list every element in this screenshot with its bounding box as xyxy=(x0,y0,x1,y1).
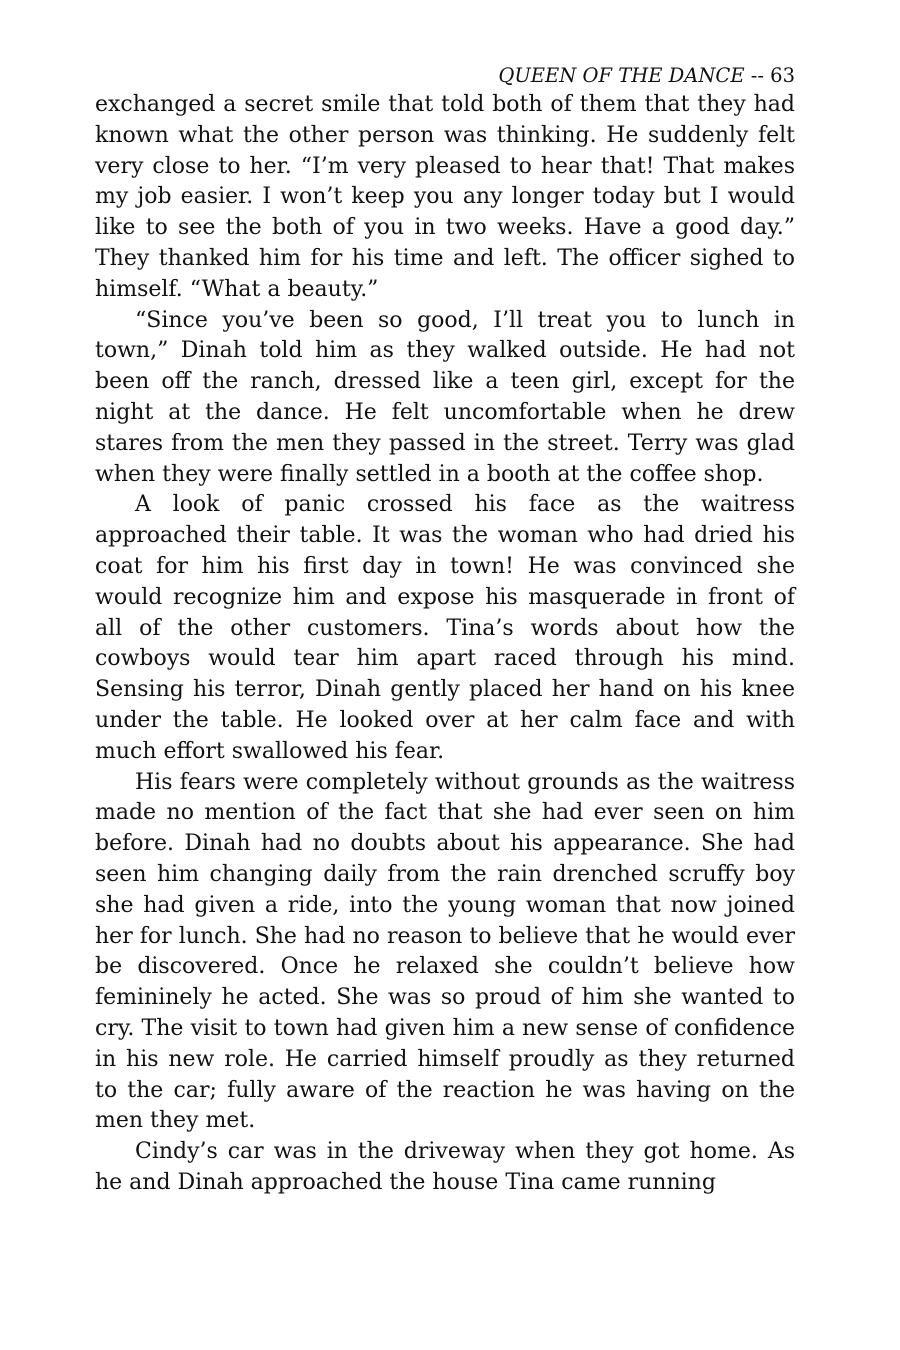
paragraph-continued: exchanged a secret smile that told both of them that they had known what the other person was thinking. He suddenly felt very close to her. “I’m very pleased to hear that! That makes my job easier. I won’t keep you any longer today but I would like to see the both of you in two weeks. Have a good day.” They thanked him for his time and left. The officer sighed to himself. “What a beauty.” xyxy=(95,92,795,302)
running-head xyxy=(95,62,795,90)
book-page xyxy=(95,62,795,1199)
body-text xyxy=(95,90,795,1199)
paragraph-arrival-home: Cindy’s car was in the driveway when they got home. As he and Dinah approached the house Tina came running xyxy=(95,1139,795,1195)
page-number: 63 xyxy=(770,64,795,87)
paragraph-waitress-panic: A look of panic crossed his face as the waitress approached their table. It was the woman who had dried his coat for him his first day in town! He was convinced she would recognize him and expose his masquerade in front of all of the other customers. Tina’s words about how the cowboys would tear him apart raced through his mind. Sensing his terror, Dinah gently placed her hand on his knee under the table. He looked over at her calm face and with much effort swallowed his fear. xyxy=(95,492,795,764)
paragraph-fears-groundless: His fears were completely without grounds as the waitress made no mention of the fact that she had ever seen on him before. Dinah had no doubts about his appearance. She had seen him changing daily from the rain drenched scruffy boy she had given a ride, into the young woman that now joined her for lunch. She had no reason to believe that he would ever be discovered. Once he relaxed she couldn’t believe how femininely he acted. She was so proud of him she wanted to cry. The visit to town had given him a new sense of confidence in his new role. He carried himself proudly as they returned to the car; fully aware of the reaction he was having on the men they met. xyxy=(95,769,795,1134)
running-head-separator: -- xyxy=(744,64,771,87)
paragraph-lunch-invitation: “Since you’ve been so good, I’ll treat you to lunch in town,” Dinah told him as they walked outside. He had not been off the ranch, dressed like a teen girl, except for the night at the dance. He felt uncomfortable when he drew stares from the men they passed in the street. Terry was glad when they were finally settled in a booth at the coffee shop. xyxy=(95,307,795,487)
running-head-title: QUEEN OF THE DANCE xyxy=(498,64,745,87)
